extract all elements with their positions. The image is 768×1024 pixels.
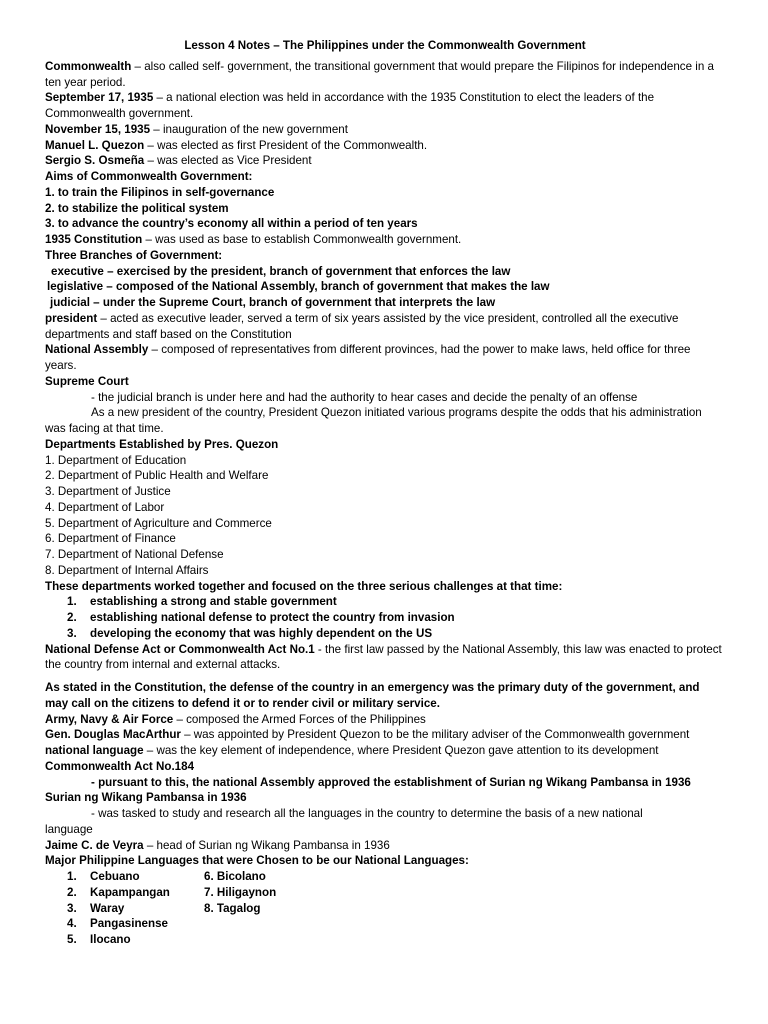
act184-desc: - pursuant to this, the national Assembly approved the establishment of Surian ng Wikang Pambansa in 1936	[91, 775, 691, 789]
page-title: Lesson 4 Notes – The Philippines under the Commonwealth Government	[184, 39, 586, 52]
aims-heading: Aims of Commonwealth Government:	[45, 170, 253, 183]
definition: – was appointed by President Quezon to be the military adviser of the Commonwealth government	[180, 728, 690, 742]
department-item: 6. Department of Finance	[45, 532, 176, 546]
item-number: 2.	[67, 611, 77, 624]
item-text: developing the economy that was highly dependent on the US	[90, 626, 433, 640]
sep17-entry	[45, 90, 725, 122]
term: National Defense Act or Commonwealth Act No.1	[45, 642, 315, 656]
language-left: Cebuano	[90, 870, 140, 883]
definition: – composed the Armed Forces of the Philippines	[173, 712, 426, 726]
challenge-item	[45, 610, 725, 626]
definition: – a national election was held in accordance with the 1935 Constitution to elect the leaders of the Commonwealth government.	[45, 91, 655, 120]
supreme-court-desc: - the judicial branch is under here and had the authority to hear cases and decide the penalty of an offense	[91, 390, 638, 404]
president-entry	[45, 311, 725, 343]
term: Manuel L. Quezon	[45, 138, 145, 152]
item-number: 2.	[67, 885, 77, 899]
language-left: Ilocano	[90, 933, 131, 946]
commonwealth-entry	[45, 59, 725, 91]
item-text: establishing a strong and stable government	[90, 595, 337, 609]
branch-executive: executive – exercised by the president, branch of government that enforces the law	[51, 264, 511, 278]
language-right: 6. Bicolano	[204, 870, 266, 883]
definition: – was elected as Vice President	[144, 154, 312, 168]
language-left: Pangasinense	[90, 917, 168, 931]
languages-heading: Major Philippine Languages that were Chosen to be our National Languages:	[45, 854, 469, 868]
language-row	[45, 885, 725, 901]
department-item: 4. Department of Labor	[45, 500, 165, 514]
branches-heading: Three Branches of Government:	[45, 248, 223, 262]
programs-paragraph: As a new president of the country, President Quezon initiated various programs despite the odds that his administration was facing at that time.	[45, 406, 702, 435]
surian-heading: Surian ng Wikang Pambansa in 1936	[45, 791, 247, 805]
osmena-entry	[45, 153, 725, 169]
item-text: establishing national defense to protect the country from invasion	[90, 611, 455, 624]
item-number: 1.	[67, 595, 77, 609]
definition: – acted as executive leader, served a term of six years assisted by the vice president, controlled all the executive departments and staff based on the Constitution	[45, 311, 679, 341]
language-row	[45, 932, 725, 948]
supreme-court-heading: Supreme Court	[45, 374, 129, 388]
branch-judicial: judicial – under the Supreme Court, branch of government that interprets the law	[50, 296, 496, 309]
item-number: 3.	[67, 901, 77, 915]
armed-forces-entry	[45, 712, 725, 728]
term: national language	[45, 744, 144, 757]
term: Sergio S. Osmeña	[45, 154, 145, 168]
item-number: 4.	[67, 917, 77, 931]
term: National Assembly	[45, 343, 149, 357]
definition: - the first law passed by the National Assembly, this law was enacted to protect the country from internal and external attacks.	[45, 642, 722, 672]
language-left: Waray	[90, 901, 125, 915]
aim-item: 3. to advance the country’s economy all within a period of ten years	[45, 217, 418, 231]
term: 1935 Constitution	[45, 233, 143, 246]
constitution-entry	[45, 232, 725, 248]
departments-heading: Departments Established by Pres. Quezon	[45, 437, 279, 451]
department-item: 8. Department of Internal Affairs	[45, 563, 209, 577]
branch-legislative: legislative – composed of the National Assembly, branch of government that makes the law	[47, 280, 550, 294]
surian-desc-cont: language	[45, 822, 93, 836]
document-page	[45, 38, 725, 948]
item-number: 1.	[67, 870, 77, 883]
term: president	[45, 311, 98, 325]
definition: – composed of representatives from different provinces, had the power to make laws, held office for three years.	[45, 343, 691, 372]
assembly-entry	[45, 342, 725, 374]
constitution-defense: As stated in the Constitution, the defense of the country in an emergency was the primary duty of the government, and may call on the citizens to defend it or to render civil or military service.	[45, 681, 700, 710]
definition: – was the key element of independence, where President Quezon gave attention to its development	[143, 744, 659, 757]
challenge-item	[45, 626, 725, 642]
department-item: 3. Department of Justice	[45, 485, 171, 498]
term: Commonwealth	[45, 59, 132, 73]
spacer	[45, 673, 725, 680]
term: Jaime C. de Veyra	[45, 838, 144, 852]
aim-item: 2. to stabilize the political system	[45, 201, 229, 215]
term: Gen. Douglas MacArthur	[45, 728, 181, 742]
definition: – also called self- government, the transitional government that would prepare the Filipinos for independence in a ten year period.	[45, 59, 714, 89]
aim-item: 1. to train the Filipinos in self-governance	[45, 185, 275, 199]
item-number: 5.	[67, 933, 77, 946]
language-right: 8. Tagalog	[204, 901, 261, 915]
language-row	[45, 869, 725, 885]
defense-act-entry	[45, 642, 725, 674]
quezon-entry	[45, 138, 725, 154]
definition: – was elected as first President of the Commonwealth.	[144, 138, 428, 152]
language-row	[45, 916, 725, 932]
department-item: 1. Department of Education	[45, 453, 187, 467]
act184-heading: Commonwealth Act No.184	[45, 759, 195, 773]
definition: – was used as base to establish Commonwealth government.	[142, 233, 462, 246]
department-item: 2. Department of Public Health and Welfare	[45, 469, 269, 483]
term: September 17, 1935	[45, 91, 154, 105]
challenge-item	[45, 594, 725, 610]
department-item: 5. Department of Agriculture and Commerce	[45, 516, 272, 530]
definition: – head of Surian ng Wikang Pambansa in 1936	[143, 838, 390, 852]
department-item: 7. Department of National Defense	[45, 548, 224, 561]
language-left: Kapampangan	[90, 885, 170, 899]
macarthur-entry	[45, 727, 725, 743]
term: Army, Navy & Air Force	[45, 712, 174, 726]
deveyra-entry	[45, 838, 725, 854]
item-number: 3.	[67, 626, 77, 640]
nov15-entry	[45, 122, 725, 138]
definition: – inauguration of the new government	[150, 122, 348, 136]
national-language-entry	[45, 743, 725, 759]
language-row	[45, 901, 725, 917]
term: November 15, 1935	[45, 122, 151, 136]
challenges-heading: These departments worked together and focused on the three serious challenges at that time:	[45, 579, 563, 593]
language-right: 7. Hiligaynon	[204, 885, 277, 899]
surian-desc: - was tasked to study and research all the languages in the country to determine the basis of a new national	[91, 807, 643, 820]
